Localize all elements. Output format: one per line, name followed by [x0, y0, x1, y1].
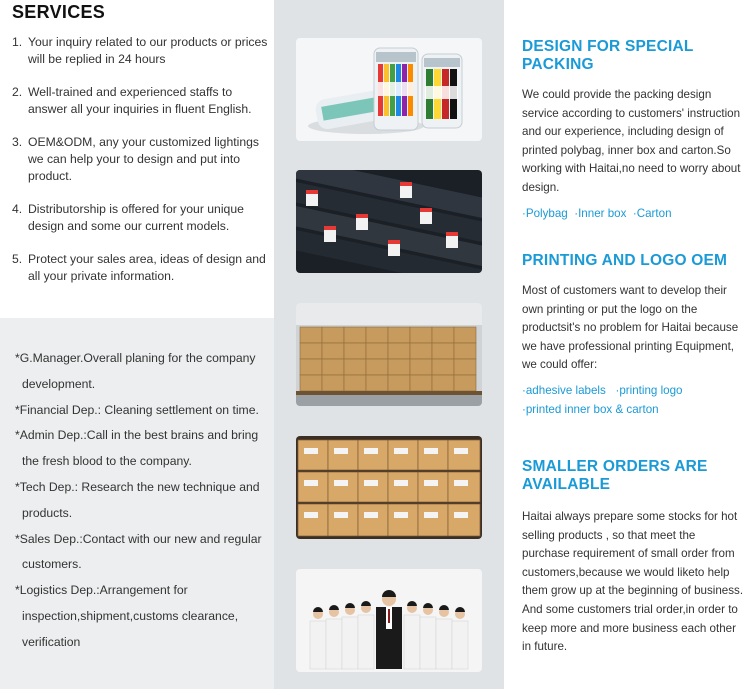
- packing-tags: [522, 204, 744, 223]
- services-title: SERVICES: [12, 2, 106, 22]
- service-num: 3.: [12, 135, 23, 149]
- team-photo: [296, 569, 482, 672]
- services-panel: [0, 0, 274, 318]
- service-item: [12, 201, 270, 235]
- printing-tag: ·printing logo: [615, 383, 683, 397]
- printing-tag: ·printed inner box & carton: [522, 402, 659, 416]
- services-list: [12, 34, 270, 301]
- service-num: 1.: [12, 35, 23, 49]
- service-num: 5.: [12, 252, 23, 266]
- packing-tag: ·Polybag: [522, 206, 568, 220]
- right-column: [504, 0, 747, 689]
- printing-tag: ·adhesive labels: [522, 383, 606, 397]
- packing-body: We could provide the packing design service according to customers' instruction and our experience, including design of printed polybag, inner box and carton.So working with Haitai,no need to worry about design.: [522, 88, 741, 194]
- orders-section: [522, 458, 744, 657]
- service-text: Protect your sales area, ideas of design and all your private information.: [28, 252, 266, 283]
- service-item: [12, 34, 270, 68]
- service-text: Distributorship is offered for your unique design and some our current models.: [28, 202, 244, 233]
- printing-title: PRINTING AND LOGO OEM: [522, 252, 728, 269]
- department-item: *Admin Dep.:Call in the best brains and bring the fresh blood to the company.: [15, 428, 259, 469]
- packing-tag: ·Inner box: [574, 206, 627, 220]
- black-cable-tie-bags-photo: [296, 170, 482, 273]
- stacked-cartons-photo: [296, 436, 482, 539]
- packing-section: [522, 38, 744, 223]
- orders-title: SMALLER ORDERS ARE AVAILABLE: [522, 458, 708, 493]
- packing-tag: ·Carton: [632, 206, 672, 220]
- printing-tags: [522, 381, 744, 419]
- department-item: *Logistics Dep.:Arrangement for inspection,shipment,customs clearance, verification: [15, 583, 239, 649]
- department-item: *Financial Dep.: Cleaning settlement on time.: [15, 402, 259, 417]
- warehouse-cartons-photo: [296, 303, 482, 406]
- left-column: [0, 0, 274, 689]
- departments-panel: [0, 318, 274, 689]
- department-item: *G.Manager.Overall planing for the company development.: [15, 351, 256, 391]
- printing-section: [522, 252, 744, 419]
- printing-body: Most of customers want to develop their own printing or put the logo on the productsit's no problem for Haitai because we have professional printing Equipment, we could offer:: [522, 284, 739, 372]
- service-num: 4.: [12, 202, 23, 216]
- service-num: 2.: [12, 85, 23, 99]
- department-item: *Tech Dep.: Research the new technique and products.: [15, 479, 260, 520]
- photo-column: [274, 0, 504, 689]
- service-text: OEM&ODM, any your customized lightings we can help your to design and put into product.: [28, 135, 259, 183]
- service-item: [12, 134, 270, 185]
- packing-title: DESIGN FOR SPECIAL PACKING: [522, 38, 694, 73]
- cable-tie-canister-photo: [296, 38, 482, 141]
- department-item: *Sales Dep.:Contact with our new and regular customers.: [15, 531, 262, 572]
- service-text: Well-trained and experienced staffs to answer all your inquiries in fluent English.: [28, 85, 252, 116]
- service-item: [12, 251, 270, 285]
- departments-list: [15, 346, 271, 656]
- service-item: [12, 84, 270, 118]
- orders-body: Haitai always prepare some stocks for hot selling products , so that meet the purchase requirement of small order from customers,because we would liketo help them grow up at the beginning of business. And some customers trial order,in order to keep more and more business each other in future.: [522, 510, 744, 654]
- service-text: Your inquiry related to our products or prices will be replied in 24 hours: [28, 35, 268, 66]
